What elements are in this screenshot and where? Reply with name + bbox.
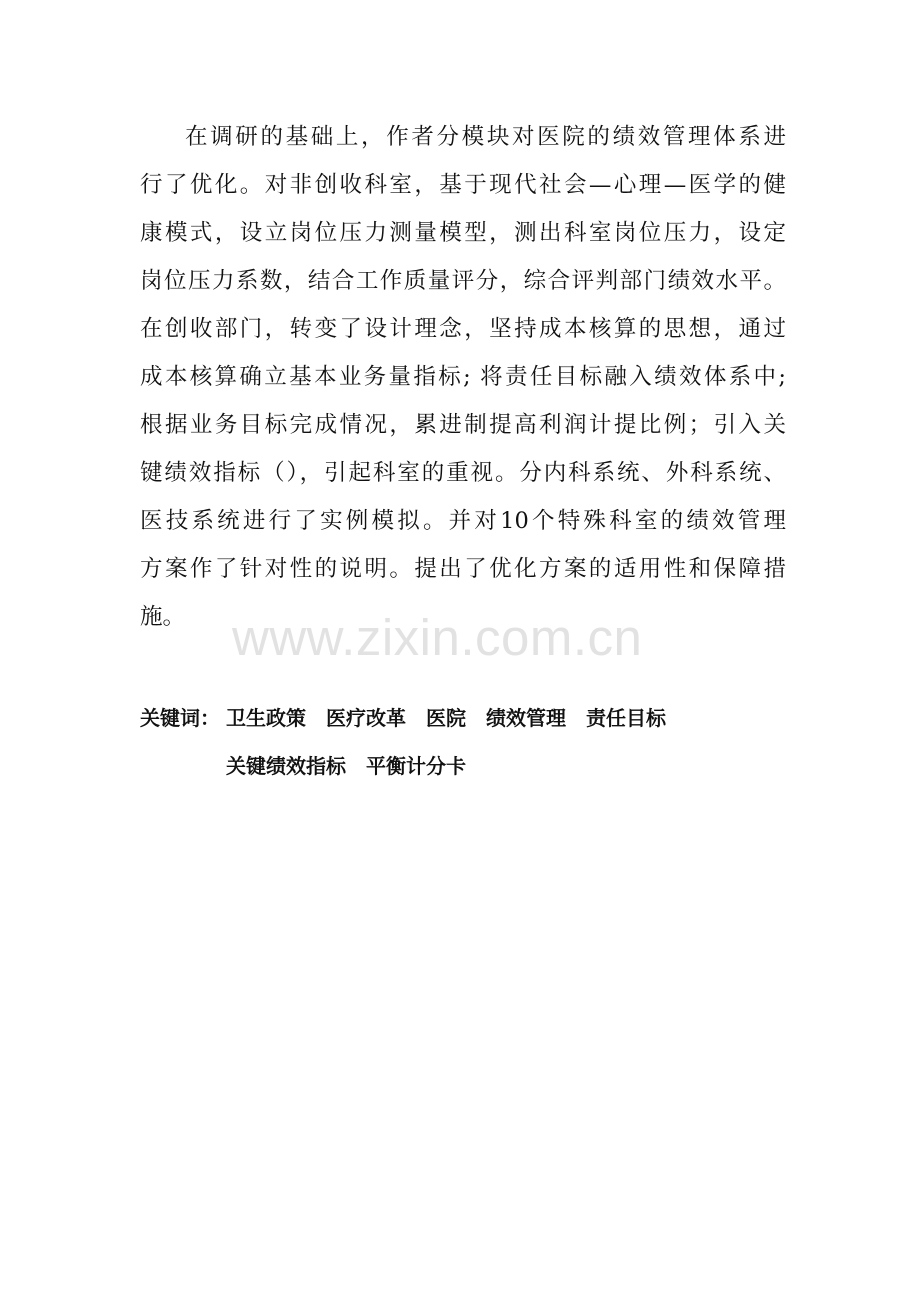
keyword: 卫生政策 — [226, 706, 306, 730]
abstract-line: 成本核算确立基本业务量指标; 将责任目标融入绩效体系中; — [140, 364, 786, 390]
abstract-line: 在创收部门，转变了设计理念，坚持成本核算的思想，通过 — [140, 316, 786, 342]
abstract-line: 方案作了针对性的说明。提出了优化方案的适用性和保障措 — [140, 556, 786, 582]
abstract-line: 岗位压力系数，结合工作质量评分，综合评判部门绩效水平。 — [140, 268, 786, 294]
keyword: 医疗改革 — [326, 706, 406, 730]
keyword: 责任目标 — [586, 706, 666, 730]
abstract-line: 施。 — [140, 604, 186, 630]
keyword: 平衡计分卡 — [366, 754, 466, 778]
keyword: 医院 — [426, 706, 466, 730]
abstract-line: 行了优化。对非创收科室，基于现代社会—心理—医学的健 — [140, 172, 786, 198]
abstract-line: 康模式，设立岗位压力测量模型，测出科室岗位压力，设定 — [140, 220, 786, 246]
abstract-line: 键绩效指标（），引起科室的重视。分内科系统、外科系统、 — [140, 460, 786, 486]
keywords-row — [140, 694, 686, 742]
watermark: www.zixin.com.cn — [232, 609, 643, 666]
abstract-line: 在调研的基础上，作者分模块对医院的绩效管理体系进 — [185, 124, 786, 150]
abstract-paragraph — [140, 113, 786, 641]
keyword: 绩效管理 — [486, 706, 566, 730]
keywords-row — [140, 742, 686, 790]
keywords-section — [140, 694, 686, 790]
keywords-label: 关键词： — [140, 706, 220, 730]
keyword: 关键绩效指标 — [226, 754, 346, 778]
abstract-line: 医技系统进行了实例模拟。并对10个特殊科室的绩效管理 — [140, 508, 786, 534]
abstract-line: 根据业务目标完成情况，累进制提高利润计提比例；引入关 — [140, 412, 786, 438]
